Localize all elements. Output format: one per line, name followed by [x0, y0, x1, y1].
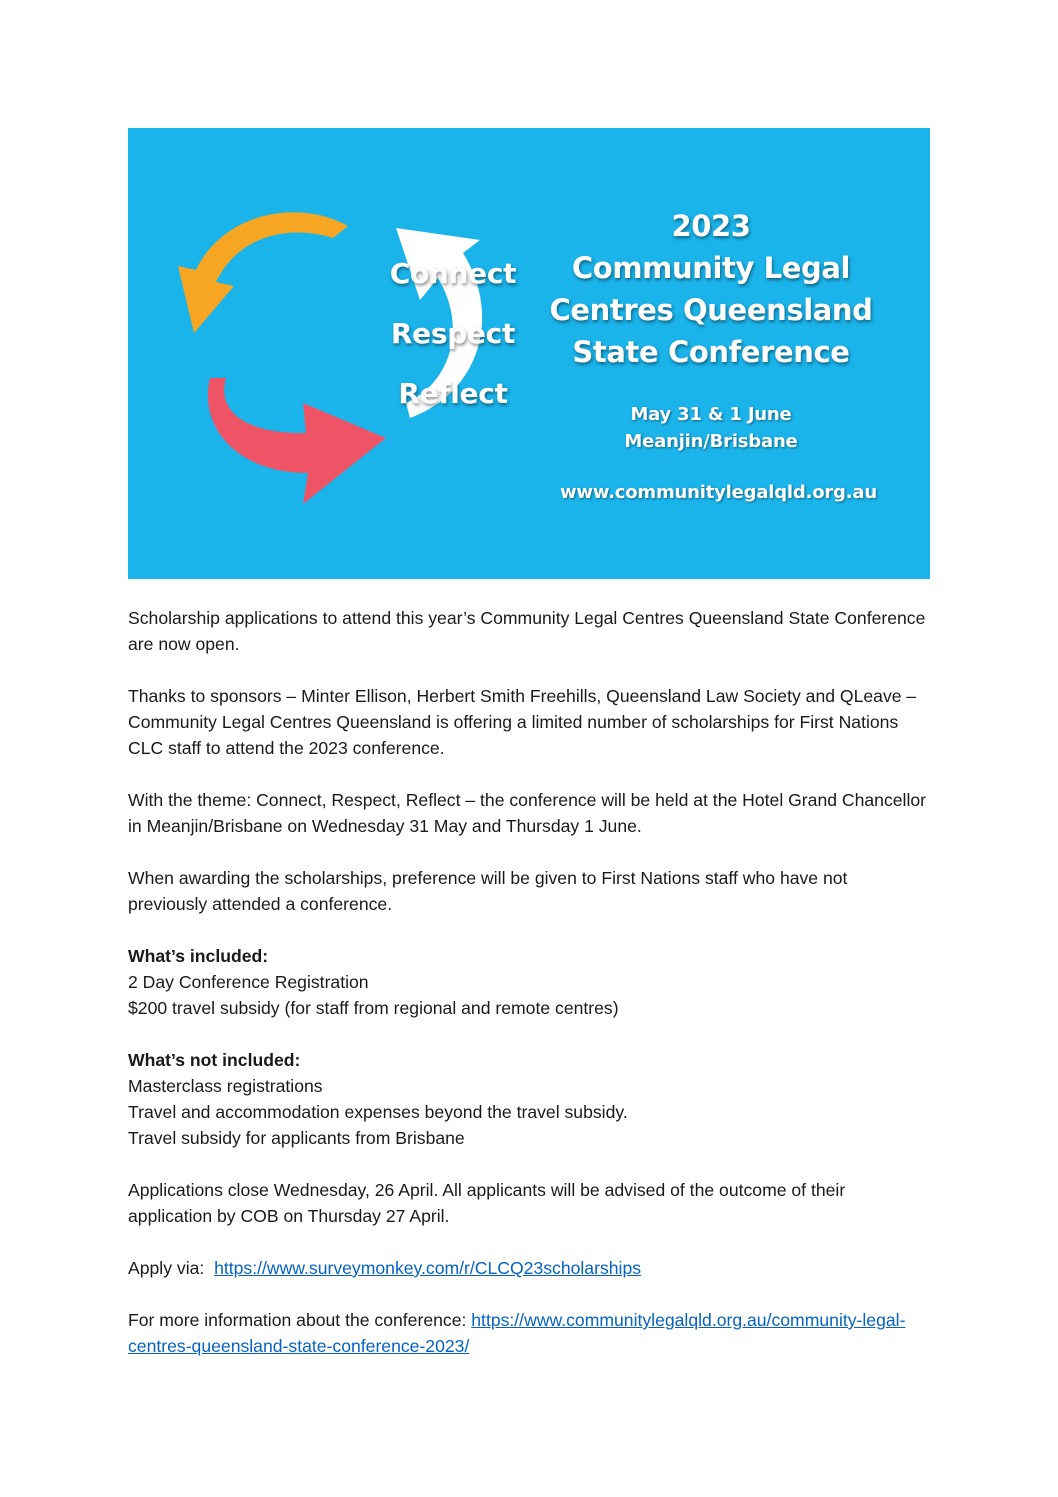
conference-location: Meanjin/Brisbane: [624, 431, 798, 452]
closing-paragraph: Applications close Wednesday, 26 April. All applicants will be advised of the outcome of their application by COB on Thursday 27 April.: [128, 1180, 846, 1226]
theme-word-reflect: Reflect: [398, 377, 508, 410]
more-info-link[interactable]: https://www.communitylegalqld.org.au/community-legal-centres-queensland-state-conference-2023/: [128, 1310, 906, 1356]
conference-title: [520, 205, 902, 373]
conference-dates: May 31 & 1 June: [630, 404, 792, 425]
conference-title-line: Centres Queensland: [549, 293, 873, 327]
theme-paragraph: With the theme: Connect, Respect, Reflect – the conference will be held at the Hotel Grand Chancellor in Meanjin/Brisbane on Wednesday 31 May and Thursday 1 June.: [128, 790, 927, 836]
intro-paragraph: Scholarship applications to attend this year’s Community Legal Centres Queensland State Conference are now open.: [128, 608, 926, 654]
theme-word-connect: Connect: [389, 257, 517, 290]
orange-arrow: [178, 212, 348, 333]
sponsors-paragraph: Thanks to sponsors – Minter Ellison, Herbert Smith Freehills, Queensland Law Society and QLeave – Community Legal Centres Queensland is offering a limited number of scholarships for First Nations CLC staff to attend the 2023 conference.: [128, 686, 917, 758]
apply-label: Apply via:: [128, 1258, 205, 1278]
not-included-item: Masterclass registrations: [128, 1076, 323, 1096]
conference-title-line: 2023: [671, 209, 751, 243]
not-included-item: Travel and accommodation expenses beyond the travel subsidy.: [128, 1102, 628, 1122]
included-item: 2 Day Conference Registration: [128, 972, 369, 992]
more-info-paragraph: [128, 1307, 928, 1359]
conference-title-line: Community Legal: [571, 251, 851, 285]
conference-title-line: State Conference: [572, 335, 850, 369]
apply-link[interactable]: https://www.surveymonkey.com/r/CLCQ23scholarships: [214, 1258, 642, 1278]
not-included-item: Travel subsidy for applicants from Brisbane: [128, 1128, 465, 1148]
document-body: [128, 605, 928, 1385]
red-arrow: [208, 378, 386, 504]
included-section: [128, 943, 928, 1021]
not-included-section: [128, 1047, 928, 1151]
theme-word-respect: Respect: [390, 317, 516, 350]
apply-paragraph: [128, 1255, 928, 1281]
preference-paragraph: When awarding the scholarships, preference will be given to First Nations staff who have not previously attended a conference.: [128, 868, 848, 914]
included-item: $200 travel subsidy (for staff from regional and remote centres): [128, 998, 619, 1018]
conference-website: www.communitylegalqld.org.au: [560, 482, 877, 503]
more-info-label: For more information about the conference:: [128, 1310, 467, 1330]
included-heading: What’s included:: [128, 946, 269, 966]
not-included-heading: What’s not included:: [128, 1050, 301, 1070]
